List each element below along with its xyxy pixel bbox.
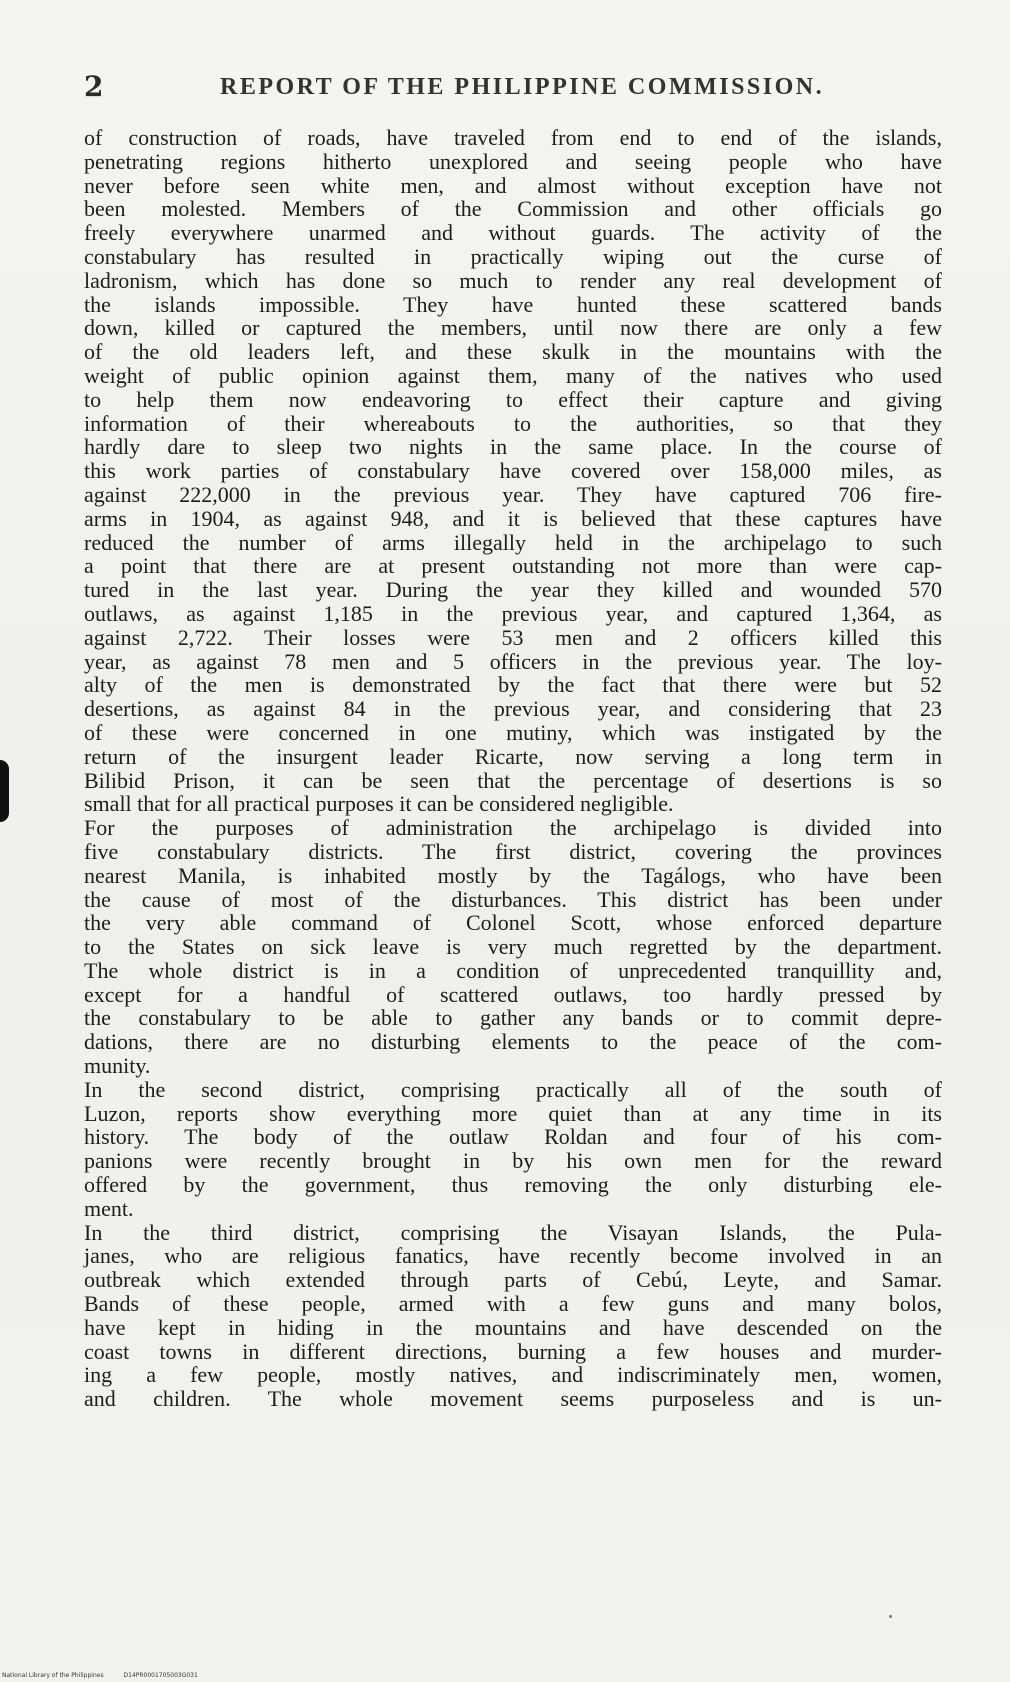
text-line: munity. (84, 1053, 151, 1079)
text-line: panions were recently brought in by his own men for the reward (84, 1148, 942, 1174)
text-line: of these were concerned in one mutiny, which was instigated by the (84, 719, 942, 745)
text-line: alty of the men is demonstrated by the fact that there were but 52 (84, 672, 942, 698)
text-line: the cause of most of the disturbances. This district has been under (84, 886, 942, 912)
scan-footer (2, 1672, 216, 1679)
text-line: never before seen white men, and almost without exception have not (84, 172, 942, 198)
text-line: Luzon, reports show everything more quiet than at any time in its (84, 1100, 942, 1126)
text-line: outlaws, as against 1,185 in the previous year, and captured 1,364, as (84, 600, 942, 626)
text-line: janes, who are religious fanatics, have recently become involved in an (84, 1243, 942, 1269)
text-line: arms in 1904, as against 948, and it is believed that these captures have (84, 505, 942, 531)
page-number: 2 (84, 70, 104, 103)
text-line: of the old leaders left, and these skulk in the mountains with the (84, 339, 942, 365)
text-line: In the second district, comprising practically all of the south of (84, 1076, 942, 1102)
text-line: ladronism, which has done so much to render any real development of (84, 267, 942, 293)
text-line: tured in the last year. During the year they killed and wounded 570 (84, 577, 942, 603)
text-line: return of the insurgent leader Ricarte, now serving a long term in (84, 743, 942, 769)
text-line: year, as against 78 men and 5 officers in the previous year. The loy- (84, 648, 942, 674)
text-line: hardly dare to sleep two nights in the same place. In the course of (84, 434, 942, 460)
text-line: constabulary has resulted in practically wiping out the curse of (84, 243, 942, 269)
text-line: small that for all practical purposes it can be considered negligible. (84, 791, 674, 817)
text-line: have kept in hiding in the mountains and have descended on the (84, 1314, 942, 1340)
footer-identifier: D14PR0001705003G031 (123, 1672, 198, 1679)
body-text (84, 126, 942, 1411)
running-head: REPORT OF THE PHILIPPINE COMMISSION. (220, 74, 825, 100)
text-line: been molested. Members of the Commission and other officials go (84, 196, 942, 222)
text-line: of construction of roads, have traveled from end to end of the islands, (84, 125, 942, 150)
text-line: coast towns in different directions, burning a few houses and murder- (84, 1338, 942, 1364)
text-line: offered by the government, thus removing the only disturbing ele- (84, 1172, 942, 1198)
footer-library: National Library of the Philippines (2, 1672, 104, 1679)
text-line: to help them now endeavoring to effect their capture and giving (84, 386, 942, 412)
text-line: down, killed or captured the members, until now there are only a few (84, 315, 942, 341)
text-line: five constabulary districts. The first district, covering the provinces (84, 838, 942, 864)
text-line: dations, there are no disturbing elements to the peace of the com- (84, 1029, 942, 1055)
text-line: history. The body of the outlaw Roldan and four of his com- (84, 1124, 942, 1150)
scan-speck (889, 1615, 892, 1618)
text-line: information of their whereabouts to the authorities, so that they (84, 410, 942, 436)
text-line: a point that there are at present outstanding not more than were cap- (84, 553, 942, 579)
page-header (84, 70, 950, 110)
text-line: and children. The whole movement seems purposeless and is un- (84, 1386, 942, 1412)
text-line: In the third district, comprising the Visayan Islands, the Pula- (84, 1219, 942, 1245)
text-line: the very able command of Colonel Scott, whose enforced departure (84, 910, 942, 936)
text-line: penetrating regions hitherto unexplored and seeing people who have (84, 148, 942, 174)
text-line: weight of public opinion against them, many of the natives who used (84, 362, 942, 388)
text-line: outbreak which extended through parts of Cebú, Leyte, and Samar. (84, 1267, 942, 1293)
text-line: reduced the number of arms illegally held in the archipelago to such (84, 529, 942, 555)
text-line: The whole district is in a condition of unprecedented tranquillity and, (84, 957, 942, 983)
scan-edge-mark (0, 760, 9, 822)
text-line: Bands of these people, armed with a few guns and many bolos, (84, 1291, 942, 1317)
text-line: nearest Manila, is inhabited mostly by the Tagálogs, who have been (84, 862, 942, 888)
text-line: to the States on sick leave is very much regretted by the department. (84, 934, 942, 960)
text-line: this work parties of constabulary have covered over 158,000 miles, as (84, 458, 942, 484)
text-line: desertions, as against 84 in the previous year, and considering that 23 (84, 696, 942, 722)
text-line: against 222,000 in the previous year. They have captured 706 fire- (84, 481, 942, 507)
text-line: except for a handful of scattered outlaws, too hardly pressed by (84, 981, 942, 1007)
text-line: the islands impossible. They have hunted these scattered bands (84, 291, 942, 317)
text-line: For the purposes of administration the archipelago is divided into (84, 815, 942, 841)
text-line: Bilibid Prison, it can be seen that the percentage of desertions is so (84, 767, 942, 793)
text-line: against 2,722. Their losses were 53 men and 2 officers killed this (84, 624, 942, 650)
text-line: freely everywhere unarmed and without guards. The activity of the (84, 220, 942, 246)
text-line: ing a few people, mostly natives, and indiscriminately men, women, (84, 1362, 942, 1388)
text-line: the constabulary to be able to gather any bands or to commit depre- (84, 1005, 942, 1031)
text-line: ment. (84, 1195, 134, 1221)
